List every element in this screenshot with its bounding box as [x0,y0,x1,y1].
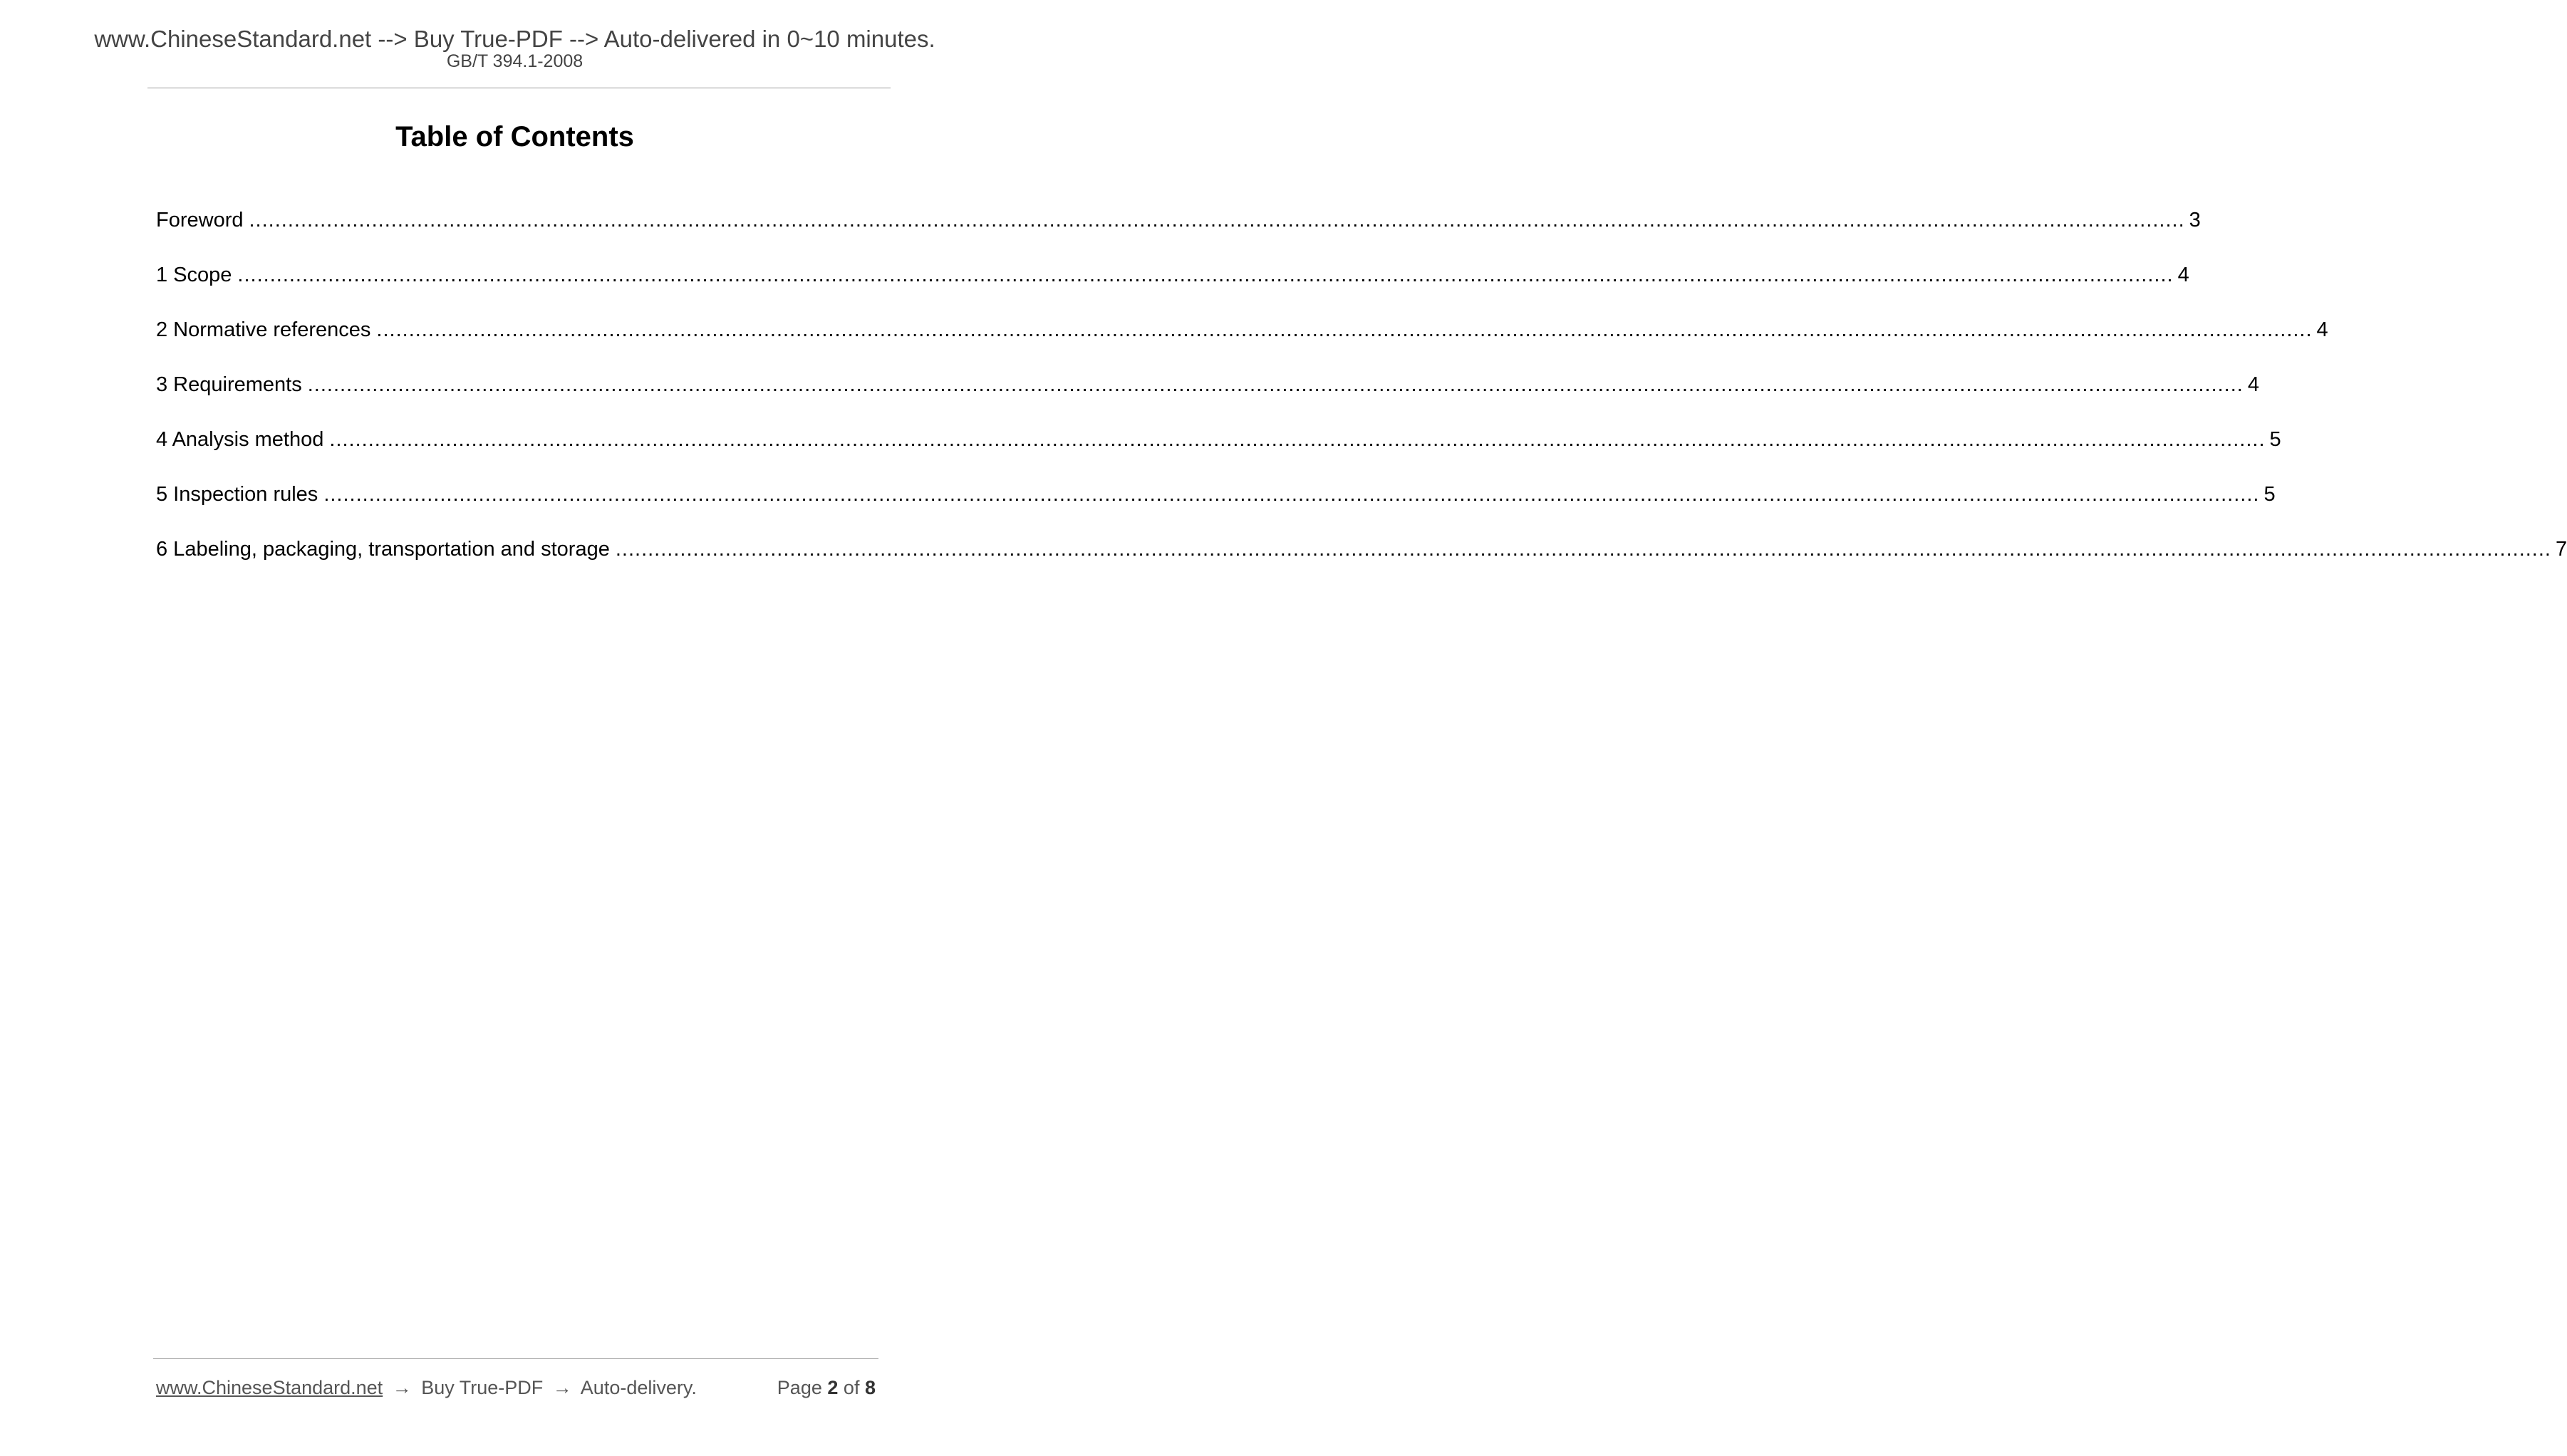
toc-entry-page: 4 [2247,373,2259,396]
footer-site-link[interactable]: www.ChineseStandard.net [156,1377,383,1398]
toc-entry-label: 1 Scope [156,264,232,286]
toc-entry-scope[interactable] [156,261,2189,316]
toc-entry-label: 4 Analysis method [156,428,324,451]
right-arrow-icon: → [392,1377,412,1398]
toc-entry-page: 5 [2263,483,2276,506]
toc-entry-page: 5 [2269,428,2281,451]
toc-entry-normative-references[interactable] [156,316,2328,371]
toc-entry-label: 5 Inspection rules [156,483,318,506]
of-word: of [843,1377,860,1398]
toc-entry-requirements[interactable] [156,371,2259,426]
footer-divider [153,1358,878,1359]
right-arrow-icon: → [552,1377,572,1398]
footer-buy-text: Buy True-PDF [421,1377,544,1398]
toc-entry-label: 2 Normative references [156,318,371,341]
page-footer [156,1373,876,1402]
toc-entry-page: 4 [2177,264,2189,286]
toc-entry-page: 4 [2316,318,2328,341]
toc-dot-leader: ............................................................................................................................................................................................................................................................................................................ [323,483,2260,506]
toc-entry-label: 3 Requirements [156,373,302,396]
toc-entry-inspection-rules[interactable] [156,481,2276,536]
toc-dot-leader: ............................................................................................................................................................................................................................................................................................................ [307,373,2244,396]
toc-entry-page: 3 [2189,209,2201,232]
total-page-count: 8 [864,1377,876,1398]
toc-entry-labeling-packaging[interactable] [156,536,2567,591]
current-page-number: 2 [827,1377,839,1398]
standard-number: GB/T 394.1-2008 [446,51,584,71]
top-banner: www.ChineseStandard.net --> Buy True-PDF --> Auto-delivered in 0~10 minutes. [94,26,935,52]
footer-promo [156,1373,697,1402]
page-word: Page [777,1377,822,1398]
toc-dot-leader: ............................................................................................................................................................................................................................................................................................................ [329,428,2266,451]
footer-delivery-text: Auto-delivery. [580,1377,697,1398]
toc-entry-analysis-method[interactable] [156,426,2281,481]
toc-entry-label: Foreword [156,209,244,232]
toc-dot-leader: ............................................................................................................................................................................................................................................................................................................ [376,318,2313,341]
toc-title: Table of Contents [395,121,634,152]
toc-entry-foreword[interactable] [156,207,2201,261]
page-indicator [777,1373,876,1402]
toc-dot-leader: ............................................................................................................................................................................................................................................................................................................ [249,209,2185,232]
toc-dot-leader: ............................................................................................................................................................................................................................................................................................................ [615,538,2551,561]
toc-list [156,207,2567,591]
toc-dot-leader: ............................................................................................................................................................................................................................................................................................................ [237,264,2174,286]
toc-entry-label: 6 Labeling, packaging, transportation and storage [156,538,610,561]
toc-entry-page: 7 [2555,538,2567,561]
